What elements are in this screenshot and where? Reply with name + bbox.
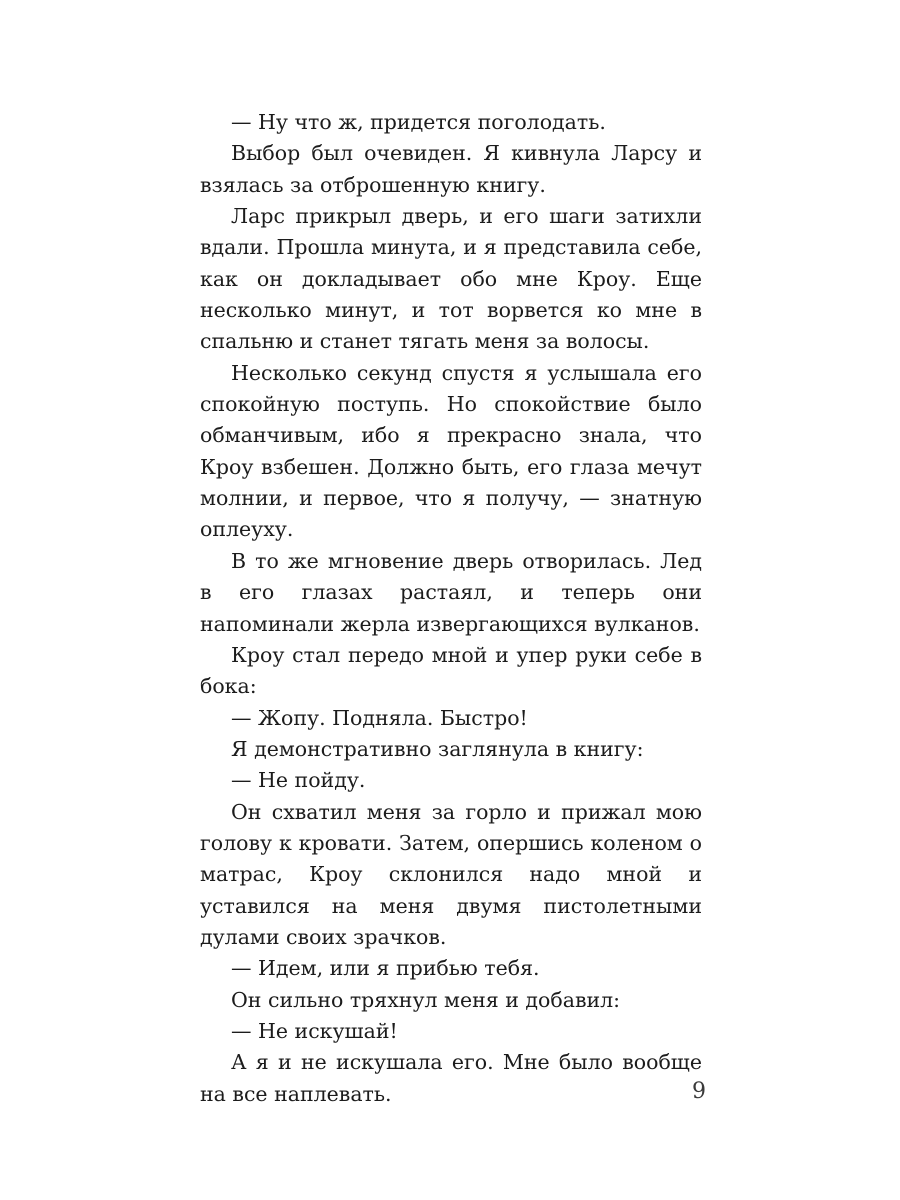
paragraph: Он схватил меня за горло и прижал мою голову к кровати. Затем, опершись коленом о матрас, Кроу склонился надо мной и уставился на меня двумя пистолетными дулами своих зрачков.: [200, 799, 702, 949]
paragraph: Несколько секунд спустя я услышала его спокойную поступь. Но спокойствие было обманчивым, ибо я прекрасно знала, что Кроу взбешен. Должно быть, его глаза мечут молнии, и первое, что я получу, — знатную оплеуху.: [200, 360, 702, 542]
paragraph: — Не пойду.: [231, 768, 366, 793]
paragraph: Кроу стал передо мной и упер руки себе в бока:: [200, 642, 702, 699]
body-text: [200, 107, 702, 1110]
paragraph: Он сильно тряхнул меня и добавил:: [231, 987, 621, 1012]
paragraph: Ларс прикрыл дверь, и его шаги затихли вдали. Прошла минута, и я представила себе, как он докладывает обо мне Кроу. Еще несколько минут, и тот ворвется ко мне в спальню и станет тягать меня за волосы.: [200, 204, 702, 354]
paragraph: А я и не искушала его. Мне было вообще на все наплевать.: [200, 1050, 702, 1106]
page-number: 9: [692, 1079, 706, 1104]
paragraph: — Жопу. Подняла. Быстро!: [231, 705, 528, 730]
paragraph: Выбор был очевиден. Я кивнула Ларсу и взялась за отброшенную книгу.: [200, 141, 702, 197]
paragraph: — Ну что ж, придется поголодать.: [231, 110, 606, 134]
paragraph: — Идем, или я прибью тебя.: [231, 956, 540, 981]
paragraph: Я демонстративно заглянула в книгу:: [231, 736, 644, 761]
paragraph: В то же мгновение дверь отворилась. Лед в его глазах растаял, и теперь они напоминали жерла извергающихся вулканов.: [200, 548, 702, 636]
paragraph: — Не искушай!: [231, 1018, 398, 1043]
